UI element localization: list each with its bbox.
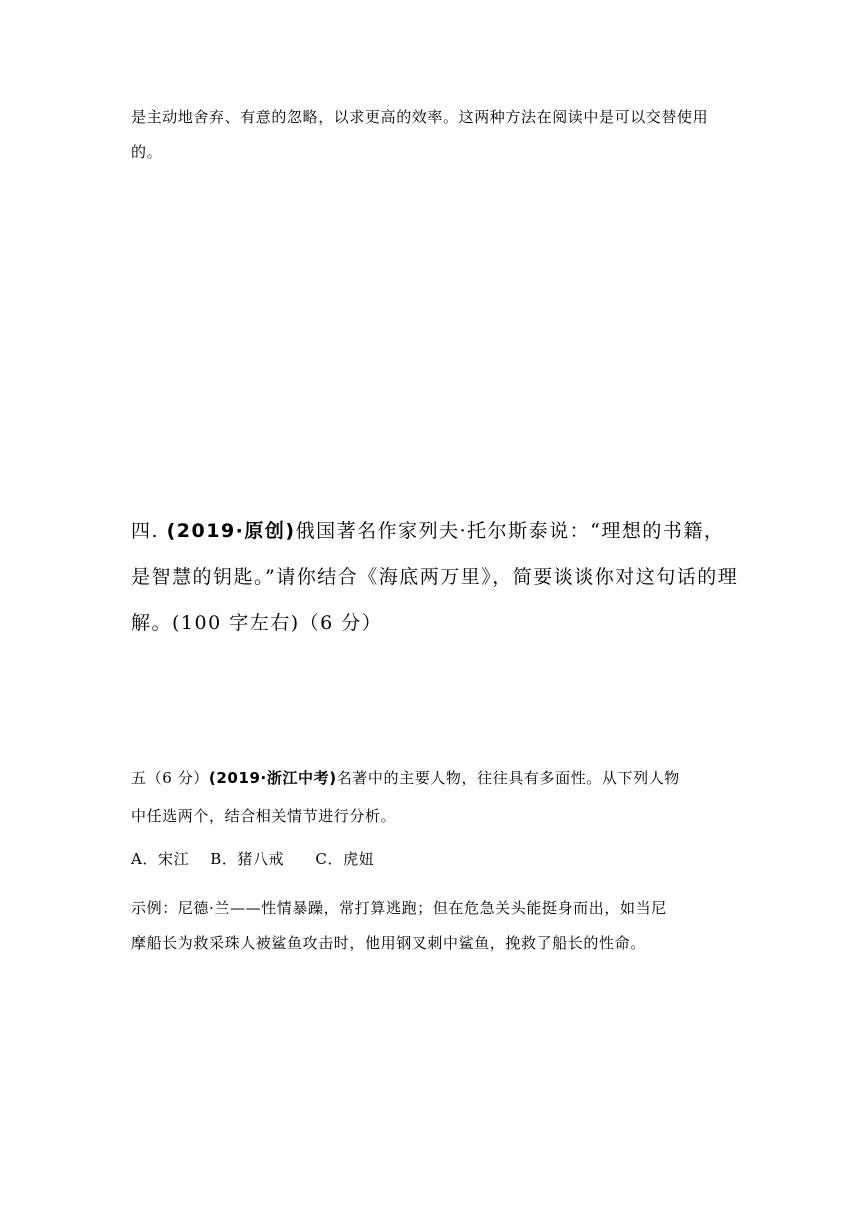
paragraph-line: 的。 <box>131 143 163 161</box>
question-4-source: (2019·原创) <box>166 520 296 542</box>
question-4-text: 俄国著名作家列夫·托尔斯泰说：“理想的书籍， <box>295 520 725 542</box>
question-5-text: 名著中的主要人物，往往具有多面性。从下列人物 <box>336 769 680 787</box>
question-4-line-3: 解。(100 字左右)（6 分） <box>131 612 383 634</box>
question-4-line-2: 是智慧的钥匙。”请你结合《海底两万里》，简要谈谈你对这句话的理 <box>131 566 739 588</box>
example-line-2: 摩船长为救采珠人被鲨鱼攻击时，他用钢叉刺中鲨鱼，挽救了船长的性命。 <box>131 934 646 952</box>
question-5-prefix: 五（6 分） <box>131 769 209 787</box>
example-line-1: 示例：尼德·兰——性情暴躁，常打算逃跑；但在危急关头能挺身而出，如当尼 <box>131 899 667 917</box>
paragraph-line: 是主动地舍弃、有意的忽略，以求更高的效率。这两种方法在阅读中是可以交替使用 <box>131 108 709 126</box>
question-5-line-1 <box>131 767 680 788</box>
question-5-line-2: 中任选两个，结合相关情节进行分析。 <box>131 807 397 825</box>
question-5-source: (2019·浙江中考) <box>208 769 337 787</box>
question-4-line-1 <box>131 516 724 543</box>
question-4-number: 四. <box>131 520 160 542</box>
question-5-options: A．宋江 B．猪八戒 C．虎妞 <box>131 850 375 868</box>
